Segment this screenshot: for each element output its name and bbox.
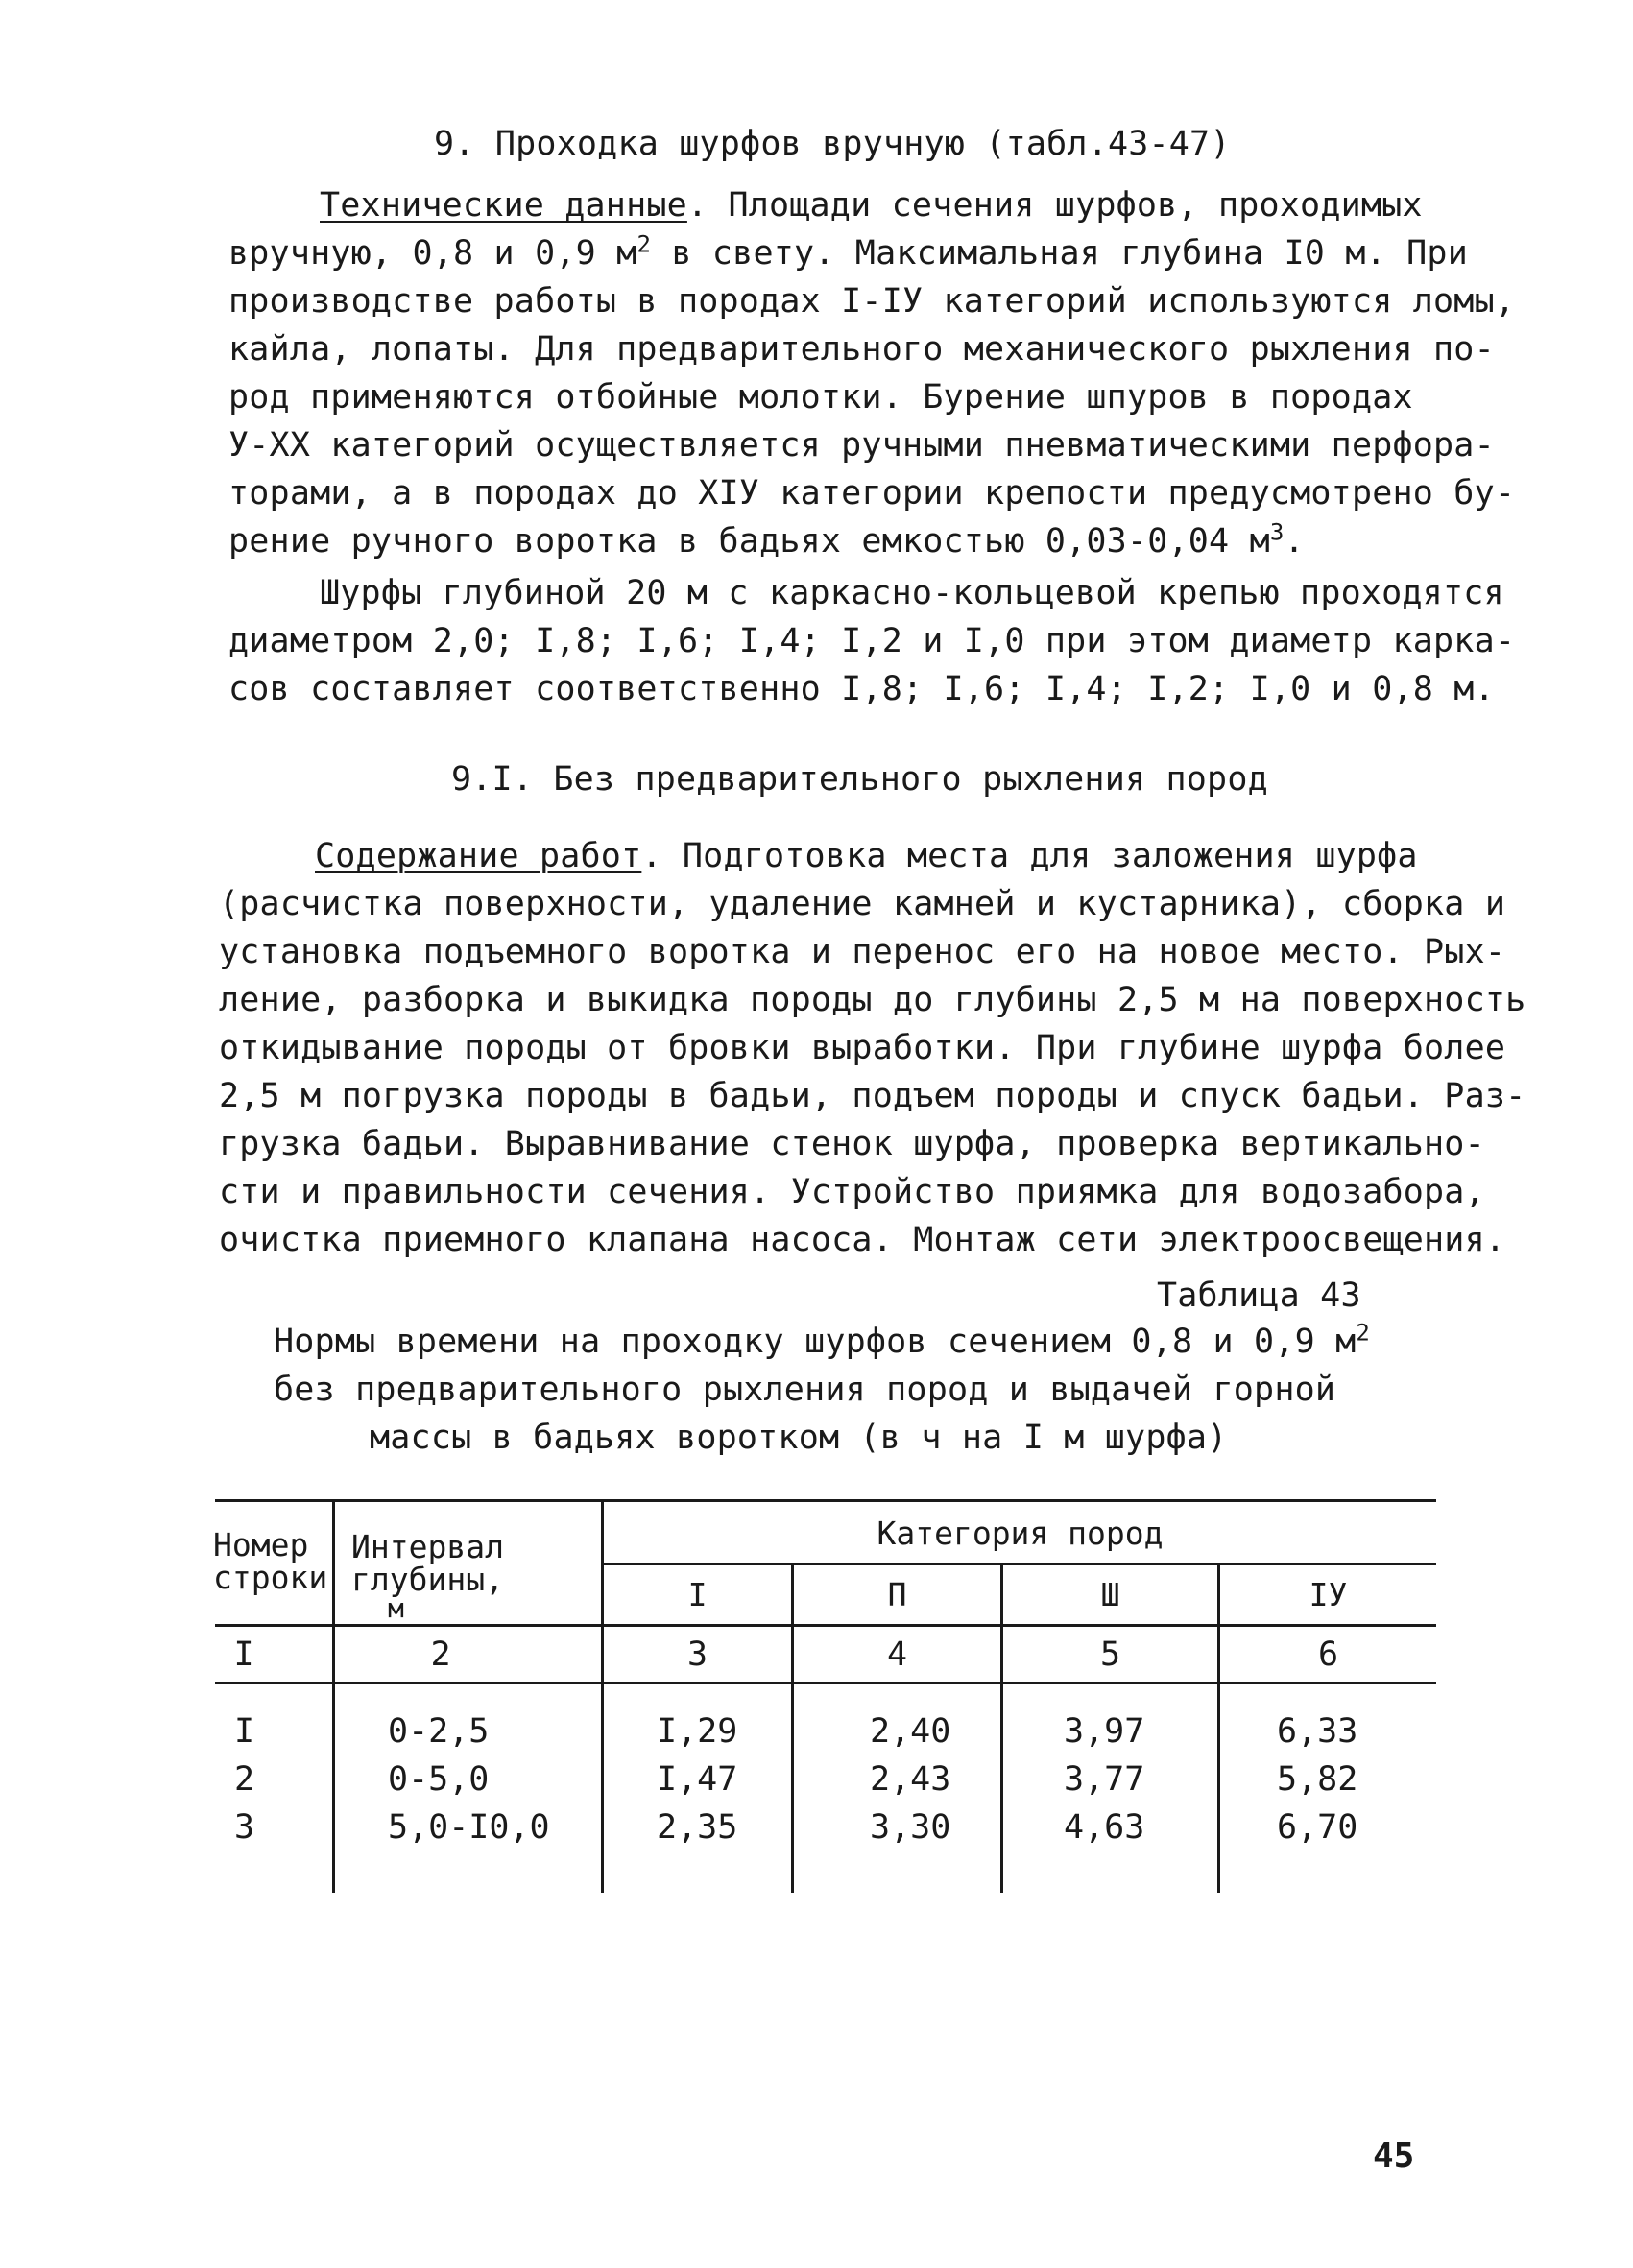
colnum-3: 3 — [686, 1635, 708, 1674]
header-category-1: I — [687, 1576, 708, 1613]
cell-cat-1: I,29 — [657, 1712, 738, 1751]
header-category-3: Ш — [1100, 1576, 1120, 1613]
colnum-4: 4 — [886, 1635, 908, 1674]
cell-cat-2: 2,43 — [870, 1760, 951, 1799]
work-line-3: установка подъемного воротка и перенос его на новое место. Рых- — [219, 933, 1506, 971]
header-depth-1: Интервал — [351, 1528, 504, 1565]
tech-text-2b: в свету. Максимальная глубина I0 м. При — [651, 234, 1468, 273]
tech-text-8: рение ручного воротка в бадьях емкостью 0,03-0,04 м — [228, 522, 1270, 561]
tech-text-8b: . — [1284, 522, 1305, 561]
tech-line-4: кайла, лопаты. Для предварительного механического рыхления по- — [228, 330, 1495, 369]
header-depth-2: глубины, — [351, 1561, 504, 1598]
colnum-6: 6 — [1317, 1635, 1339, 1674]
work-line-5: откидывание породы от бровки выработки. При глубине шурфа более — [219, 1029, 1506, 1067]
header-row-no-2: строки — [213, 1559, 328, 1596]
tech-line-5: род применяются отбойные молотки. Бурение шпуров в породах — [228, 378, 1413, 417]
cell-cat-2: 2,40 — [870, 1712, 951, 1751]
subsection-heading: 9.I. Без предварительного рыхления пород — [451, 760, 1268, 799]
cell-row-number: 2 — [234, 1760, 255, 1799]
tech-text-1: . Площади сечения шурфов, проходимых — [686, 186, 1423, 225]
cell-depth: 0-2,5 — [388, 1712, 490, 1751]
para2-line-2: диаметром 2,0; I,8; I,6; I,4; I,2 и I,0 при этом диаметр карка- — [228, 622, 1516, 660]
tech-line-6: У-XX категорий осуществляется ручными пневматическими перфора- — [228, 426, 1495, 465]
header-category-group: Категория пород — [877, 1515, 1164, 1552]
cell-cat-3: 4,63 — [1064, 1808, 1145, 1847]
tech-line-2 — [228, 232, 1468, 275]
table-caption-line-3: массы в бадьях воротком (в ч на I м шурфа) — [370, 1419, 1228, 1457]
column-number-rule — [215, 1682, 1436, 1684]
colnum-1: I — [233, 1635, 254, 1674]
table-caption-line-2: без предварительного рыхления пород и выдачей горной — [274, 1371, 1336, 1409]
cell-cat-1: 2,35 — [657, 1808, 738, 1847]
work-line-1 — [315, 835, 1418, 877]
page-number: 45 — [1373, 2137, 1415, 2176]
category-subheader-rule — [601, 1563, 1436, 1565]
para2-line-3: сов составляет соответственно I,8; I,6; I,4; I,2; I,0 и 0,8 м. — [228, 670, 1495, 708]
header-row-no-1: Номер — [213, 1526, 309, 1564]
tech-text-2a: вручную, 0,8 и 0,9 м — [228, 234, 637, 273]
cell-cat-4: 5,82 — [1277, 1760, 1358, 1799]
work-line-6: 2,5 м погрузка породы в бадьи, подъем породы и спуск бадьи. Раз- — [219, 1077, 1526, 1115]
work-text-1: . Подготовка места для заложения шурфа — [641, 837, 1418, 875]
superscript-3: 3 — [1269, 518, 1285, 546]
tech-line-3: производстве работы в породах I-IУ категорий используются ломы, — [228, 282, 1516, 321]
table-top-rule — [215, 1499, 1436, 1502]
cell-cat-3: 3,97 — [1064, 1712, 1145, 1751]
header-category-2: П — [887, 1576, 907, 1613]
cell-row-number: I — [234, 1712, 255, 1751]
vrule-1 — [332, 1499, 335, 1893]
colnum-5: 5 — [1099, 1635, 1121, 1674]
para2-line-1: Шурфы глубиной 20 м с каркасно-кольцевой крепью проходятся — [320, 574, 1504, 612]
work-line-8: сти и правильности сечения. Устройство приямка для водозабора, — [219, 1173, 1485, 1211]
cell-cat-4: 6,70 — [1277, 1808, 1358, 1847]
caption-superscript-2: 2 — [1356, 1319, 1371, 1347]
work-line-2: (расчистка поверхности, удаление камней и кустарника), сборка и — [219, 885, 1506, 923]
header-category-4: IУ — [1309, 1576, 1348, 1613]
work-label: Содержание работ — [315, 837, 642, 875]
colnum-2: 2 — [430, 1635, 451, 1674]
work-line-9: очистка приемного клапана насоса. Монтаж сети электроосвещения. — [219, 1221, 1506, 1259]
cell-cat-1: I,47 — [657, 1760, 738, 1799]
section-heading: 9. Проходка шурфов вручную (табл.43-47) — [434, 125, 1231, 163]
cell-row-number: 3 — [234, 1808, 255, 1847]
cell-cat-3: 3,77 — [1064, 1760, 1145, 1799]
tech-line-7: торами, а в породах до XIУ категории крепости предусмотрено бу- — [228, 474, 1516, 513]
tech-label: Технические данные — [320, 186, 687, 225]
table-label: Таблица 43 — [1157, 1277, 1361, 1315]
header-depth-3: м — [388, 1592, 404, 1624]
cell-depth: 0-5,0 — [388, 1760, 490, 1799]
tech-line-8 — [228, 520, 1305, 562]
cell-depth: 5,0-I0,0 — [388, 1808, 550, 1847]
cell-cat-2: 3,30 — [870, 1808, 951, 1847]
work-line-7: грузка бадьи. Выравнивание стенок шурфа, проверка вертикально- — [219, 1125, 1485, 1163]
vrule-2 — [601, 1499, 604, 1893]
table-caption-line-1 — [274, 1321, 1370, 1363]
cell-cat-4: 6,33 — [1277, 1712, 1358, 1751]
tech-line-1 — [320, 184, 1423, 227]
superscript-2: 2 — [636, 230, 652, 258]
work-line-4: ление, разборка и выкидка породы до глубины 2,5 м на поверхность — [219, 981, 1526, 1019]
caption-text-1: Нормы времени на проходку шурфов сечением 0,8 и 0,9 м — [274, 1323, 1357, 1361]
